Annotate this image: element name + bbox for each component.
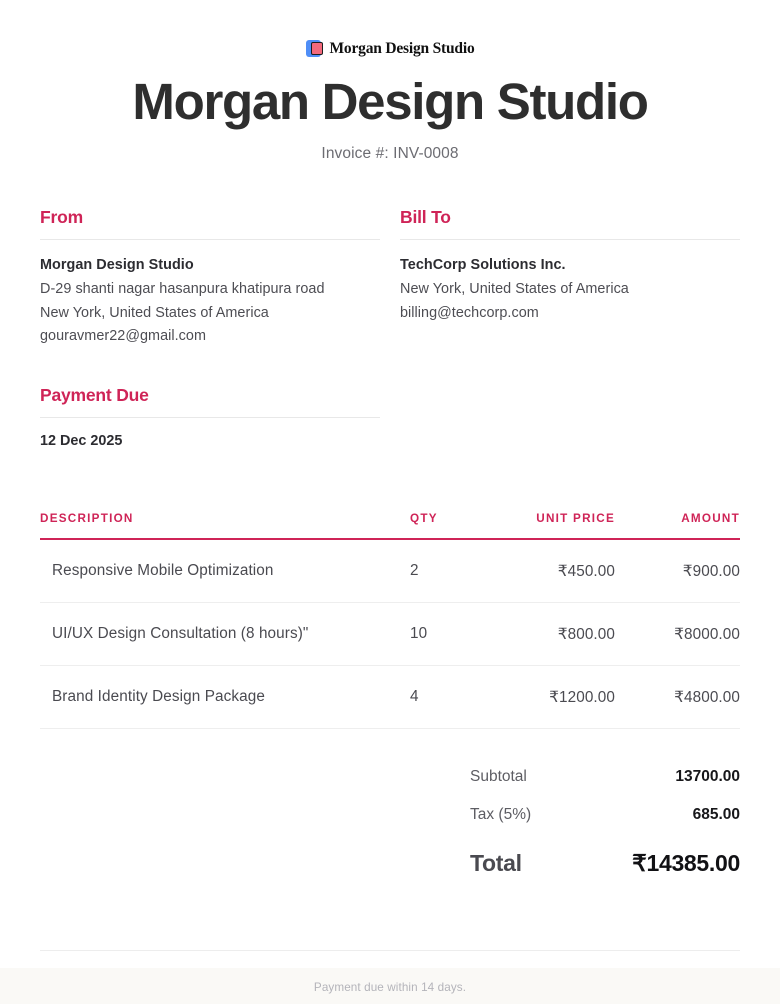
logo-squares-icon bbox=[306, 39, 325, 58]
cell-unit-price: ₹800.00 bbox=[490, 602, 615, 665]
subtotal-value: 13700.00 bbox=[675, 767, 740, 785]
cell-amount: ₹8000.00 bbox=[615, 602, 740, 665]
table-row bbox=[40, 665, 740, 728]
bill-to-block bbox=[400, 207, 740, 449]
bill-to-line: TechCorp Solutions Inc. bbox=[400, 257, 566, 274]
bill-to-line: billing@techcorp.com bbox=[400, 304, 539, 321]
footer-divider bbox=[40, 950, 740, 951]
total-value: ₹14385.00 bbox=[632, 849, 740, 876]
cell-description: Brand Identity Design Package bbox=[40, 665, 410, 728]
table-row bbox=[40, 602, 740, 665]
table-header-row bbox=[40, 512, 740, 539]
cell-unit-price: ₹450.00 bbox=[490, 539, 615, 603]
bill-to-body bbox=[400, 254, 740, 325]
from-body bbox=[40, 254, 380, 349]
from-block bbox=[40, 207, 380, 449]
bill-to-line: New York, United States of America bbox=[400, 280, 629, 297]
cell-description: Responsive Mobile Optimization bbox=[40, 539, 410, 603]
logo-pink-square bbox=[311, 42, 323, 55]
from-line: New York, United States of America bbox=[40, 304, 269, 321]
cell-amount: ₹900.00 bbox=[615, 539, 740, 603]
cell-qty: 4 bbox=[410, 665, 490, 728]
column-header-qty: QTY bbox=[410, 512, 490, 539]
from-divider bbox=[40, 239, 380, 240]
totals-row-total bbox=[450, 834, 740, 887]
table-row bbox=[40, 539, 740, 603]
tax-value: 685.00 bbox=[692, 805, 740, 823]
payment-due-divider bbox=[40, 417, 380, 418]
column-header-amount: AMOUNT bbox=[615, 512, 740, 539]
from-line: D-29 shanti nagar hasanpura khatipura road bbox=[40, 280, 325, 297]
footer-note: Payment due within 14 days. bbox=[313, 980, 467, 994]
totals-table bbox=[450, 758, 740, 887]
cell-description: UI/UX Design Consultation (8 hours)" bbox=[40, 602, 410, 665]
brand-row bbox=[40, 0, 740, 58]
brand-name: Morgan Design Studio bbox=[329, 39, 475, 57]
parties-section bbox=[40, 207, 740, 449]
line-items-table bbox=[40, 512, 740, 729]
totals-row-subtotal bbox=[450, 758, 740, 796]
tax-label: Tax (5%) bbox=[470, 805, 532, 823]
cell-qty: 2 bbox=[410, 539, 490, 603]
totals-row-tax bbox=[450, 796, 740, 834]
from-line: gouravmer22@gmail.com bbox=[40, 328, 207, 345]
cell-qty: 10 bbox=[410, 602, 490, 665]
payment-due-block bbox=[40, 385, 380, 449]
cell-amount: ₹4800.00 bbox=[615, 665, 740, 728]
totals-section bbox=[40, 758, 740, 887]
total-label: Total bbox=[470, 849, 522, 876]
column-header-unit-price: UNIT PRICE bbox=[490, 512, 615, 539]
from-heading: From bbox=[40, 207, 83, 228]
cell-unit-price: ₹1200.00 bbox=[490, 665, 615, 728]
from-line: Morgan Design Studio bbox=[40, 257, 194, 274]
bill-to-divider bbox=[400, 239, 740, 240]
payment-due-heading: Payment Due bbox=[40, 384, 149, 405]
invoice-number: Invoice #: INV-0008 bbox=[321, 145, 459, 163]
bill-to-heading: Bill To bbox=[400, 207, 451, 228]
column-header-description: DESCRIPTION bbox=[40, 512, 410, 539]
page-title: Morgan Design Studio bbox=[132, 73, 648, 130]
payment-due-date: 12 Dec 2025 bbox=[40, 432, 123, 449]
subtotal-label: Subtotal bbox=[470, 767, 527, 785]
